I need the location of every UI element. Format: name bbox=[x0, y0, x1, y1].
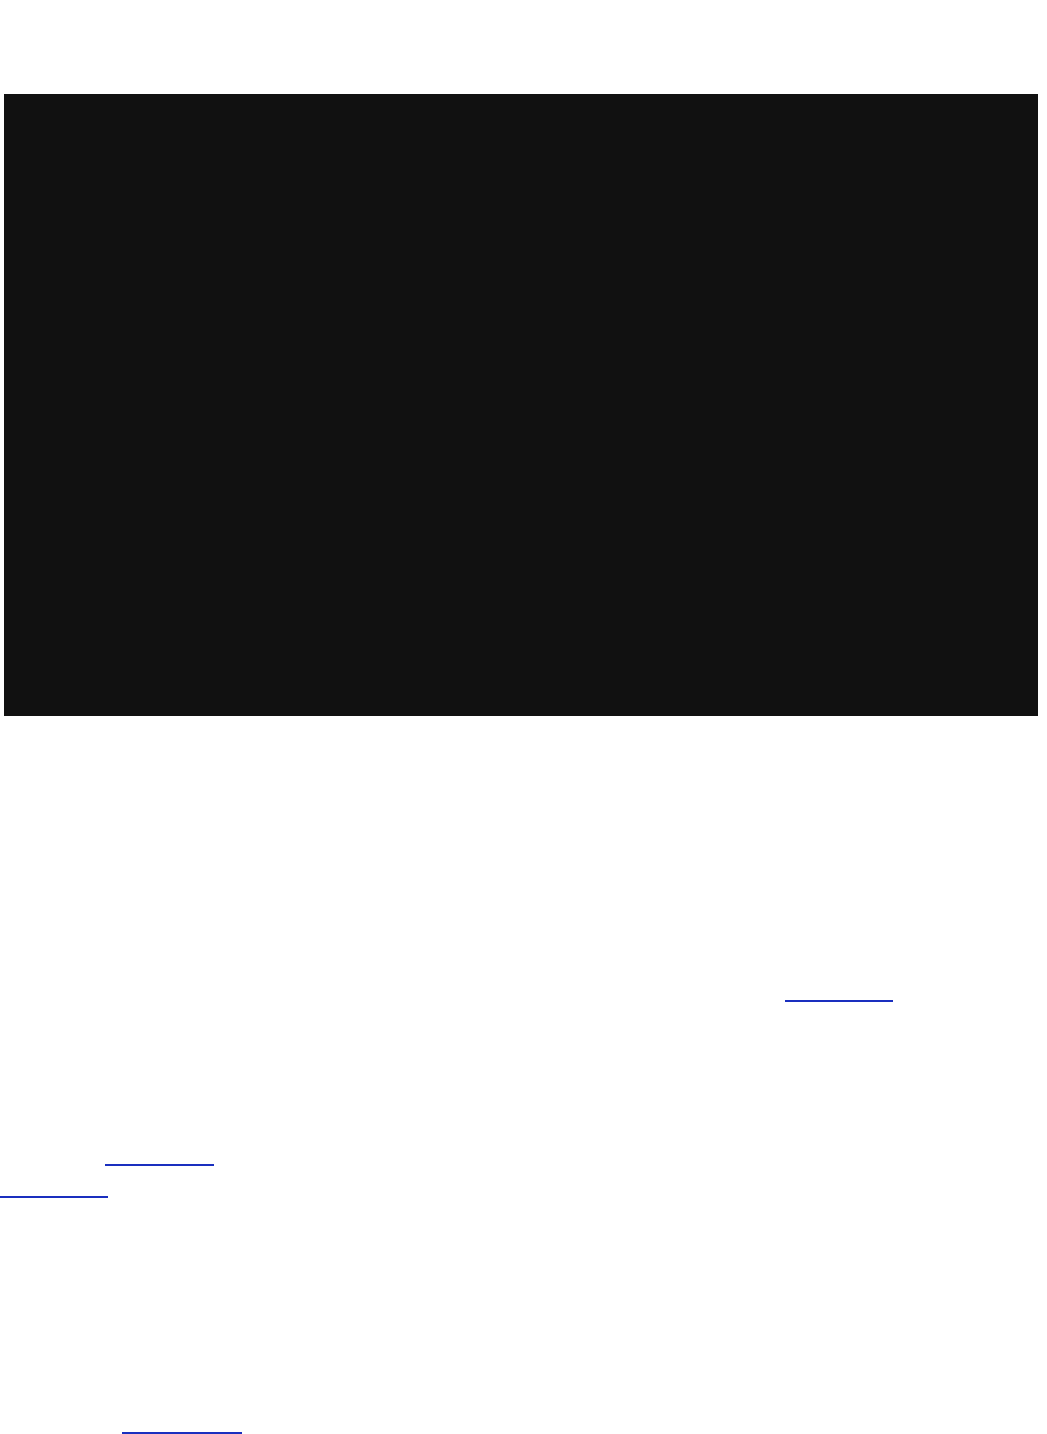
hyperlink-underline[interactable] bbox=[105, 1164, 214, 1166]
skills-matrix-table bbox=[4, 94, 1038, 716]
page-links-area bbox=[0, 730, 1047, 1434]
hyperlink-underline[interactable] bbox=[0, 1196, 108, 1198]
hyperlink-underline[interactable] bbox=[785, 1000, 893, 1002]
person-name-header bbox=[0, 0, 1047, 94]
